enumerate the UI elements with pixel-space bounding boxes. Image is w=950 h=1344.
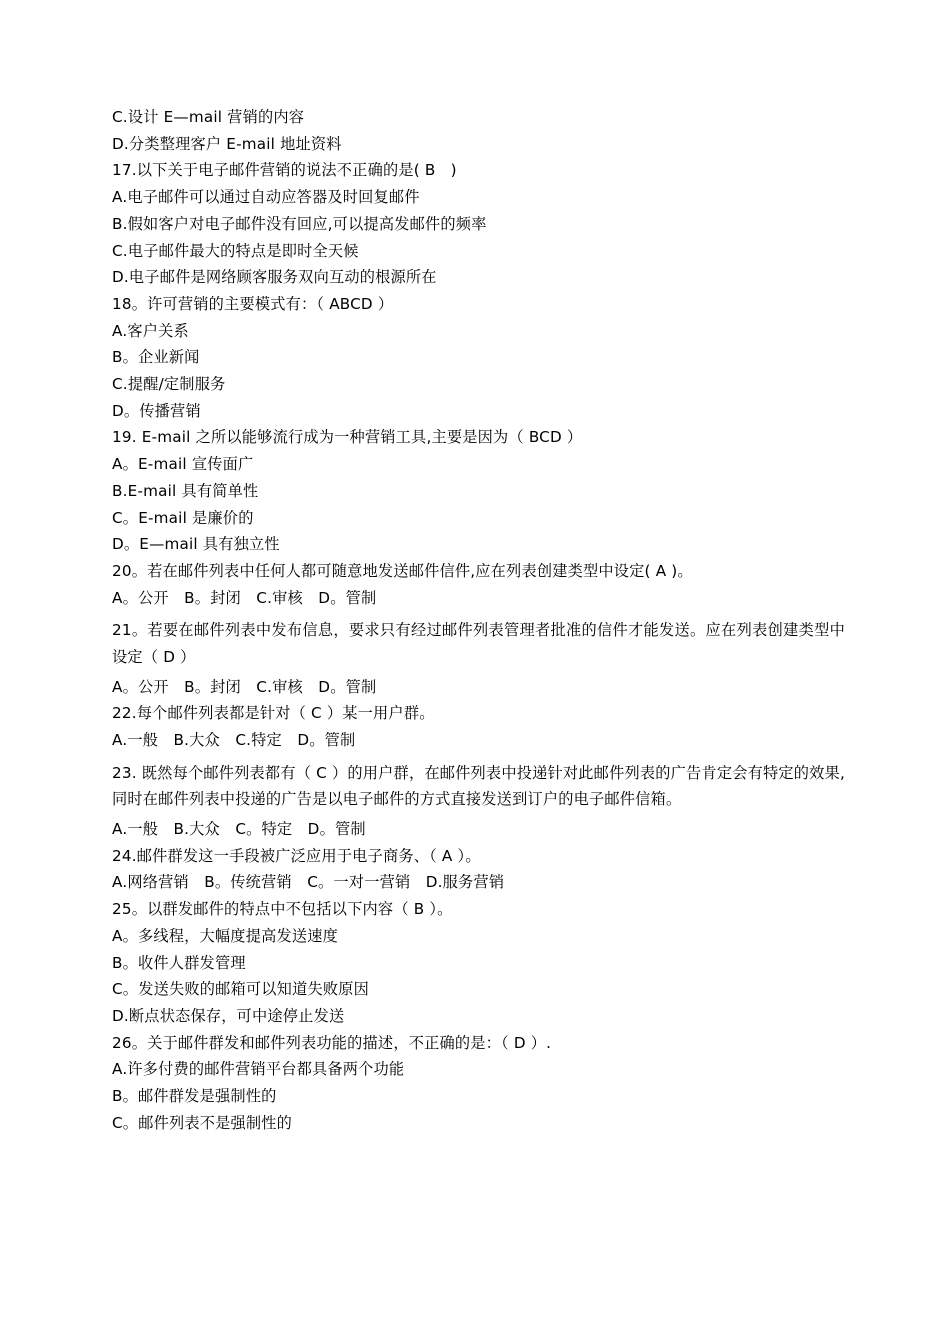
document-line: 19. E-mail 之所以能够流行成为一种营销工具,主要是因为（ BCD ） (112, 428, 583, 447)
document-line: 18。许可营销的主要模式有：（ ABCD ） (112, 294, 394, 313)
document-line: D。E—mail 具有独立性 (112, 535, 280, 554)
document-line: 24.邮件群发这一手段被广泛应用于电子商务、（ A ）。 (112, 846, 481, 865)
document-line: C.电子邮件最大的特点是即时全天候 (112, 241, 359, 260)
document-body (112, 110, 845, 1131)
document-line: 22.每个邮件列表都是针对（ C ）某一用户群。 (112, 704, 435, 723)
document-line: A.一般 B.大众 C。特定 D。管制 (112, 820, 366, 839)
document-line: B.假如客户对电子邮件没有回应,可以提高发邮件的频率 (112, 214, 487, 233)
document-line: A。E-mail 宣传面广 (112, 455, 254, 474)
document-line: C.设计 E—mail 营销的内容 (112, 108, 305, 126)
document-line: 21。若要在邮件列表中发布信息，要求只有经过邮件列表管理者批准的信件才能发送。应在列表创建类型中设定（ D ） (112, 621, 845, 666)
document-line: C。邮件列表不是强制性的 (112, 1113, 293, 1132)
document-line: 20。若在邮件列表中任何人都可随意地发送邮件信件,应在列表创建类型中设定( A )。 (112, 561, 693, 580)
document-line: D。传播营销 (112, 401, 201, 420)
document-line: B。企业新闻 (112, 348, 200, 367)
document-line: D.分类整理客户 E-mail 地址资料 (112, 134, 342, 153)
document-line: A.一般 B.大众 C.特定 D。管制 (112, 731, 356, 750)
document-line: A。多线程，大幅度提高发送速度 (112, 926, 339, 945)
document-line: 25。以群发邮件的特点中不包括以下内容（ B ）。 (112, 900, 453, 919)
document-line: A.网络营销 B。传统营销 C。一对一营销 D.服务营销 (112, 873, 505, 892)
document-line: 26。关于邮件群发和邮件列表功能的描述，不正确的是：（ D ）. (112, 1033, 552, 1052)
document-line: A。公开 B。封闭 C.审核 D。管制 (112, 588, 377, 607)
document-line: D.断点状态保存，可中途停止发送 (112, 1006, 345, 1025)
document-line: B.E-mail 具有简单性 (112, 481, 259, 500)
document-line: D.电子邮件是网络顾客服务双向互动的根源所在 (112, 268, 437, 287)
document-line: 17.以下关于电子邮件营销的说法不正确的是( B ) (112, 161, 457, 180)
document-line: C。E-mail 是廉价的 (112, 508, 254, 527)
document-line: 23. 既然每个邮件列表都有（ C ）的用户群，在邮件列表中投递针对此邮件列表的广告肯定会有特定的效果,同时在邮件列表中投递的广告是以电子邮件的方式直接发送到订户的电子邮件信箱。 (112, 763, 845, 808)
document-line: B。邮件群发是强制性的 (112, 1087, 277, 1106)
document-line: A.许多付费的邮件营销平台都具备两个功能 (112, 1060, 405, 1079)
document-line: C。发送失败的邮箱可以知道失败原因 (112, 980, 370, 999)
document-line: A.电子邮件可以通过自动应答器及时回复邮件 (112, 188, 420, 207)
document-line: A。公开 B。封闭 C.审核 D。管制 (112, 677, 377, 696)
document-line: A.客户关系 (112, 321, 189, 340)
document-line: B。收件人群发管理 (112, 953, 246, 972)
document-line: C.提醒/定制服务 (112, 375, 226, 394)
